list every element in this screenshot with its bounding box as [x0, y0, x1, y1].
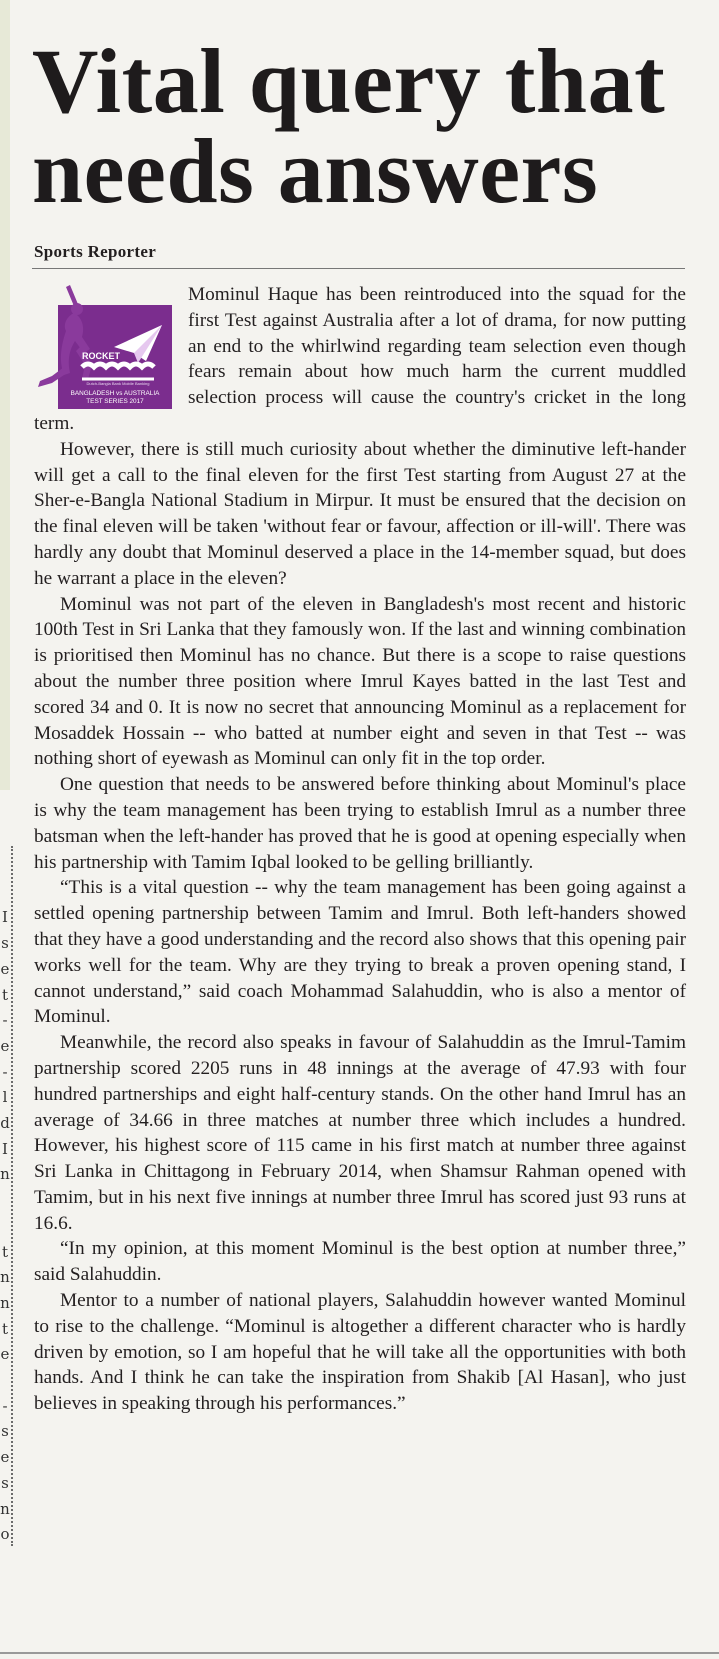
- left-margin-strip: [0, 0, 10, 790]
- fragment: I: [2, 1140, 8, 1158]
- paragraph: Mominul Haque has been reintroduced into the squad for the first Test against Australia after a lot of drama, for now putting an end to the whirlwind regarding team selection even though fears remain about how much harm the current muddled selection process will cause the country's cricket in the long term.: [34, 284, 686, 434]
- fragment: e: [0, 960, 10, 978]
- fragment: -: [2, 1011, 8, 1029]
- fragment: -: [2, 1063, 8, 1081]
- fragment: t: [1, 1243, 9, 1261]
- fragment: d: [0, 1114, 10, 1132]
- fragment: t: [1, 1320, 9, 1338]
- fragment: e: [0, 1448, 10, 1466]
- column-divider-dots: [11, 846, 23, 1546]
- fragment: -: [2, 1397, 8, 1415]
- paragraph: However, there is still much curiosity about whether the diminutive left-hander will get a call to the final eleven for the first Test starting from August 27 at the Sher-e-Bangla National Stadium in Mirpur. It must be ensured that the decision on the final eleven will be taken 'without fear or favour, affection or ill-will'. There was hardly any doubt that Mominul deserved a place in the 14-member squad, but does he warrant a place in the eleven?: [34, 438, 686, 589]
- logo-word: ROCKET: [82, 351, 120, 361]
- fragment: e: [0, 1345, 10, 1363]
- fragment: e: [0, 1037, 10, 1055]
- logo-float-space: [34, 282, 188, 408]
- paragraph: Mominul was not part of the eleven in Bangladesh's most recent and historic 100th Test in Sri Lanka that they famously won. If the last and winning combination is prioritised then Mominul has no chance. But there is a scope to raise questions about the number three position where Imrul Kayes batted in the last Test and scored 34 and 0. It is now no secret that announcing Mominul as a replacement for Mosaddek Hossain -- who batted at number eight and seven in that Test -- was nothing short of eyewash as Mominul can only fit in the top order.: [34, 593, 686, 770]
- paragraph: “This is a vital question -- why the team management has been going against a settled opening partnership between Tamim and Imrul. Both left-handers showed that they have a good understanding and the record also shows that this opening pair works well for the team. Why are they trying to break a proven opening stand, I cannot understand,” said coach Mohammad Salahuddin, who is also a mentor of Mominul.: [34, 877, 686, 1028]
- fragment: n: [0, 1268, 10, 1286]
- fragment: l: [2, 1088, 8, 1106]
- series-line-2: TEST SERIES 2017: [86, 398, 144, 405]
- byline-rule: [32, 268, 685, 269]
- fragment: o: [0, 1525, 10, 1543]
- series-line-1: BANGLADESH vs AUSTRALIA: [70, 390, 160, 397]
- fragment: s: [1, 1422, 9, 1440]
- bottom-rule: [0, 1652, 719, 1654]
- fragment: n: [0, 1294, 10, 1312]
- fragment: s: [1, 934, 9, 952]
- byline: Sports Reporter: [34, 242, 157, 261]
- headline: [32, 30, 692, 222]
- paragraph: One question that needs to be answered before thinking about Mominul's place is why the team management has been trying to establish Imrul as a number three batsman when the left-hander has proved that he is good at opening especially when his partnership with Tamim Iqbal looked to be gelling brilliantly.: [34, 774, 686, 873]
- fragment: t: [1, 986, 9, 1004]
- article-body: [34, 282, 686, 1417]
- paragraph: Mentor to a number of national players, Salahuddin however wanted Mominul to rise to the challenge. “Mominul is altogether a different character who is hardly driven by emotion, so I am hopeful that he will take all the opportunities with both hands. And I think he can take the inspiration from Shakib [Al Hasan], who just believes in speaking through his performances.”: [34, 1290, 686, 1415]
- headline-line-2: needs answers: [32, 120, 599, 222]
- paragraph: “In my opinion, at this moment Mominul is the best option at number three,” said Salahuddin.: [34, 1238, 686, 1286]
- headline-line-1: Vital query that: [32, 30, 666, 132]
- fragment: n: [0, 1165, 10, 1183]
- paragraph: Meanwhile, the record also speaks in favour of Salahuddin as the Imrul-Tamim partnership scored 2205 runs in 48 innings at the average of 47.93 with four hundred partnerships and eight half-century stands. On the other hand Imrul has an average of 34.66 in three matches at number three which includes a hundred. However, his highest score of 115 came in his first match at number three against Sri Lanka in Chittagong in February 2014, when Shamsur Rahman opened with Tamim, but in his next five innings at number three Imrul has scored just 93 runs at 16.6.: [34, 1032, 686, 1234]
- fragment: n: [0, 1500, 10, 1518]
- logo-tagline: Dutch-Bangla Bank Mobile Banking: [86, 381, 150, 386]
- fragment: s: [1, 1474, 9, 1492]
- fragment: I: [2, 908, 8, 926]
